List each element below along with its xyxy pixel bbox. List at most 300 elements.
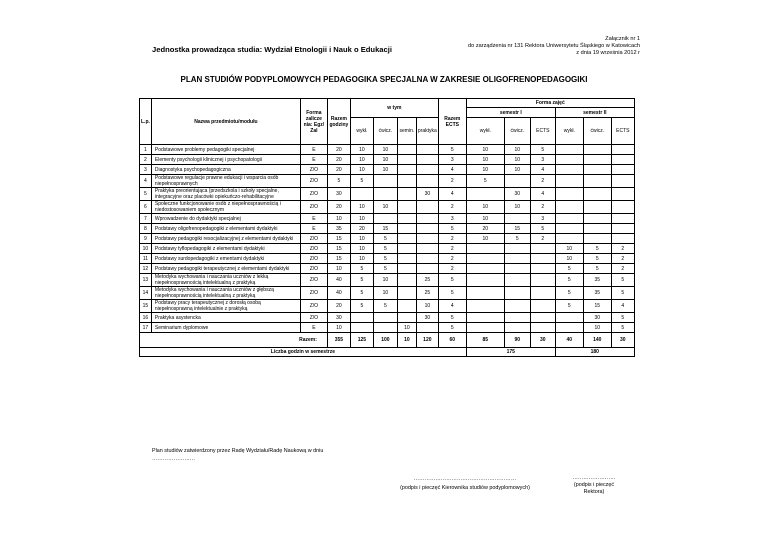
header-sem1-cwicz: ćwicz. bbox=[504, 118, 530, 145]
table-cell bbox=[397, 201, 416, 214]
table-cell: 10 bbox=[555, 244, 583, 254]
table-cell bbox=[504, 287, 530, 300]
table-cell: 5 bbox=[438, 323, 466, 333]
table-cell bbox=[555, 145, 583, 155]
table-cell bbox=[397, 214, 416, 224]
attachment-note bbox=[468, 36, 640, 58]
subject-name-cell: Diagnostyka psychopedagogiczna bbox=[151, 165, 300, 175]
table-cell: Z/O bbox=[300, 234, 327, 244]
semester-1-hours: 175 bbox=[466, 348, 555, 357]
table-cell: 10 bbox=[350, 234, 373, 244]
table-cell: 30 bbox=[416, 313, 438, 323]
table-cell: 30 bbox=[416, 188, 438, 201]
table-row bbox=[140, 244, 635, 254]
table-cell: 10 bbox=[373, 155, 397, 165]
table-cell bbox=[416, 264, 438, 274]
table-cell bbox=[397, 175, 416, 188]
totals-cell: 140 bbox=[583, 333, 611, 348]
table-cell: 5 bbox=[555, 274, 583, 287]
header-w-tym: w tym bbox=[350, 99, 438, 118]
subject-name-cell: Praktyka asystencka bbox=[151, 313, 300, 323]
table-row bbox=[140, 201, 635, 214]
table-cell: 40 bbox=[327, 274, 350, 287]
table-cell bbox=[504, 254, 530, 264]
table-cell bbox=[416, 155, 438, 165]
table-cell bbox=[583, 188, 611, 201]
table-cell bbox=[416, 224, 438, 234]
table-cell bbox=[555, 323, 583, 333]
table-cell: 10 bbox=[373, 287, 397, 300]
unit-line: Jednostka prowadząca studia: Wydział Etnologii i Nauk o Edukacji bbox=[152, 45, 392, 54]
subject-name-cell: Podstawy tyflopedagogiki z elementami dydaktyki bbox=[151, 244, 300, 254]
table-cell: 10 bbox=[466, 155, 504, 165]
table-cell bbox=[397, 155, 416, 165]
header-praktyka: praktyka bbox=[416, 118, 438, 145]
table-cell bbox=[504, 313, 530, 323]
header-razem-ects: Razem ECTS bbox=[438, 99, 466, 145]
table-cell: 5 bbox=[373, 244, 397, 254]
table-cell: 4 bbox=[438, 188, 466, 201]
approval-date-dots: …………………… bbox=[152, 456, 196, 462]
table-cell bbox=[466, 300, 504, 313]
table-cell: 15 bbox=[327, 254, 350, 264]
totals-cell: 90 bbox=[504, 333, 530, 348]
table-cell: E bbox=[300, 145, 327, 155]
table-cell: 15 bbox=[327, 244, 350, 254]
table-row bbox=[140, 188, 635, 201]
table-cell bbox=[373, 313, 397, 323]
table-cell: 3 bbox=[438, 214, 466, 224]
header-name: Nazwa przedmiotu/modułu bbox=[151, 99, 300, 145]
header-semin: semin. bbox=[397, 118, 416, 145]
table-cell bbox=[397, 287, 416, 300]
table-cell: 2 bbox=[438, 234, 466, 244]
subject-name-cell: Podstawy oligofrenopedagogiki z elementami dydaktyki bbox=[151, 224, 300, 234]
table-cell: 10 bbox=[466, 201, 504, 214]
table-cell bbox=[397, 165, 416, 175]
totals-cell: 355 bbox=[327, 333, 350, 348]
semester-hours-label: Liczba godzin w semestrze bbox=[140, 348, 467, 357]
approval-text: Plan studiów zatwierdzony przez Radę Wydziału/Radę Naukową w dniu bbox=[152, 448, 324, 454]
table-cell: 17 bbox=[140, 323, 152, 333]
table-cell: Z/O bbox=[300, 165, 327, 175]
header-sem1-ects: ECTS bbox=[530, 118, 555, 145]
table-cell bbox=[611, 175, 634, 188]
table-cell bbox=[555, 234, 583, 244]
totals-cell: 40 bbox=[555, 333, 583, 348]
table-cell bbox=[397, 313, 416, 323]
totals-cell: 120 bbox=[416, 333, 438, 348]
table-row bbox=[140, 155, 635, 165]
table-cell bbox=[466, 287, 504, 300]
table-cell bbox=[555, 214, 583, 224]
table-cell: 5 bbox=[350, 175, 373, 188]
signature-rector-label: (podpis i pieczęć Rektora) bbox=[573, 482, 615, 495]
table-cell bbox=[555, 313, 583, 323]
table-cell bbox=[555, 175, 583, 188]
table-cell: 15 bbox=[373, 224, 397, 234]
table-cell: 10 bbox=[350, 244, 373, 254]
table-cell bbox=[466, 244, 504, 254]
table-cell: 2 bbox=[611, 254, 634, 264]
table-cell bbox=[350, 188, 373, 201]
table-row bbox=[140, 264, 635, 274]
approval-note bbox=[152, 447, 323, 463]
table-cell: 10 bbox=[466, 165, 504, 175]
table-cell: Z/O bbox=[300, 175, 327, 188]
table-cell: 1 bbox=[140, 145, 152, 155]
header-forma: Forma zalicze nia: Egz/ Zal bbox=[300, 99, 327, 145]
header-sem1-wykl: wykł. bbox=[466, 118, 504, 145]
table-cell: 2 bbox=[438, 201, 466, 214]
signature-manager bbox=[380, 475, 550, 493]
table-cell: 10 bbox=[350, 155, 373, 165]
table-cell: 35 bbox=[583, 287, 611, 300]
table-cell: 4 bbox=[530, 188, 555, 201]
table-cell: 30 bbox=[327, 188, 350, 201]
table-cell bbox=[504, 323, 530, 333]
table-cell bbox=[397, 264, 416, 274]
subject-name-cell: Wprowadzenie do dydaktyki specjalnej bbox=[151, 214, 300, 224]
table-cell: 2 bbox=[438, 244, 466, 254]
table-cell bbox=[373, 175, 397, 188]
table-cell bbox=[611, 145, 634, 155]
header-sem1: semestr I bbox=[466, 108, 555, 118]
table-cell bbox=[611, 155, 634, 165]
table-cell bbox=[583, 155, 611, 165]
table-cell: 5 bbox=[373, 300, 397, 313]
table-cell bbox=[611, 234, 634, 244]
table-cell: 5 bbox=[583, 254, 611, 264]
table-cell: 15 bbox=[140, 300, 152, 313]
signature-rector-dots: …………………… bbox=[572, 475, 616, 481]
table-row bbox=[140, 234, 635, 244]
table-cell bbox=[397, 254, 416, 264]
header-wykl: wykł. bbox=[350, 118, 373, 145]
table-cell: 4 bbox=[530, 165, 555, 175]
table-cell: 10 bbox=[350, 254, 373, 264]
table-cell bbox=[466, 188, 504, 201]
table-cell bbox=[416, 165, 438, 175]
table-cell: 3 bbox=[530, 155, 555, 165]
table-cell bbox=[416, 201, 438, 214]
table-row bbox=[140, 145, 635, 155]
table-cell: 10 bbox=[416, 300, 438, 313]
table-cell: 7 bbox=[140, 214, 152, 224]
table-cell: 5 bbox=[350, 264, 373, 274]
header-cwicz: ćwicz. bbox=[373, 118, 397, 145]
table-cell: 20 bbox=[327, 201, 350, 214]
table-cell bbox=[530, 274, 555, 287]
table-cell bbox=[504, 274, 530, 287]
table-cell: 13 bbox=[140, 274, 152, 287]
table-cell bbox=[416, 323, 438, 333]
table-cell: 10 bbox=[466, 145, 504, 155]
table-row bbox=[140, 214, 635, 224]
subject-name-cell: Podstawy pedagogiki terapeutycznej z elementami dydaktyki bbox=[151, 264, 300, 274]
header-forma-zajec: Forma zajęć bbox=[466, 99, 634, 108]
subject-name-cell: Podstawy pracy terapeutycznej z dorosłą osobą niepełnosprawną intelektualnie z praktyką bbox=[151, 300, 300, 313]
table-cell: Z/O bbox=[300, 201, 327, 214]
table-cell: 35 bbox=[583, 274, 611, 287]
table-cell bbox=[583, 234, 611, 244]
subject-name-cell: Podstawowe regulacje prawne edukacji i wsparcia osób niepełnosprawnych bbox=[151, 175, 300, 188]
table-cell bbox=[466, 264, 504, 274]
table-cell: E bbox=[300, 214, 327, 224]
table-cell: E bbox=[300, 224, 327, 234]
table-cell: 30 bbox=[327, 313, 350, 323]
table-cell: 9 bbox=[140, 234, 152, 244]
table-cell bbox=[530, 254, 555, 264]
table-cell: 4 bbox=[438, 165, 466, 175]
subject-name-cell: Podstawy surdopedagogiki z ementami dydaktyki bbox=[151, 254, 300, 264]
table-cell: 20 bbox=[466, 224, 504, 234]
header-razem-godziny: Razem godziny bbox=[327, 99, 350, 145]
table-cell: 10 bbox=[140, 244, 152, 254]
subject-name-cell: Praktyka preorientująca (przedszkola i szkoły specjalne, integracyjne oraz placówki opiekuńczo-rehabilitacyjne bbox=[151, 188, 300, 201]
table-cell bbox=[555, 188, 583, 201]
table-cell: 5 bbox=[530, 145, 555, 155]
table-cell: 2 bbox=[530, 201, 555, 214]
table-cell bbox=[583, 214, 611, 224]
table-cell: 3 bbox=[438, 155, 466, 165]
header-sem2-ects: ECTS bbox=[611, 118, 634, 145]
table-cell: 5 bbox=[140, 188, 152, 201]
table-cell: 5 bbox=[373, 264, 397, 274]
table-cell: 5 bbox=[583, 244, 611, 254]
table-cell: 2 bbox=[530, 175, 555, 188]
header-lp: L.p. bbox=[140, 99, 152, 145]
table-cell bbox=[466, 274, 504, 287]
table-cell: 10 bbox=[583, 323, 611, 333]
table-cell bbox=[611, 188, 634, 201]
table-cell: 5 bbox=[583, 264, 611, 274]
table-cell bbox=[555, 201, 583, 214]
table-cell: 8 bbox=[140, 224, 152, 234]
table-cell bbox=[397, 188, 416, 201]
table-cell: 40 bbox=[327, 287, 350, 300]
table-cell: 2 bbox=[611, 244, 634, 254]
table-row bbox=[140, 254, 635, 264]
table-cell: 10 bbox=[350, 145, 373, 155]
table-cell bbox=[466, 254, 504, 264]
signature-manager-dots: ………………………………………………… bbox=[413, 476, 517, 482]
table-cell: 20 bbox=[327, 145, 350, 155]
table-cell: Z/O bbox=[300, 244, 327, 254]
table-cell: 15 bbox=[327, 234, 350, 244]
table-cell: 3 bbox=[530, 214, 555, 224]
table-cell: 2 bbox=[140, 155, 152, 165]
table-cell bbox=[555, 224, 583, 234]
signature-rector bbox=[563, 475, 625, 496]
table-cell: 12 bbox=[140, 264, 152, 274]
table-cell bbox=[583, 175, 611, 188]
table-cell: 3 bbox=[140, 165, 152, 175]
table-row bbox=[140, 313, 635, 323]
table-cell bbox=[583, 145, 611, 155]
table-cell bbox=[583, 165, 611, 175]
table-cell bbox=[530, 287, 555, 300]
table-cell bbox=[583, 224, 611, 234]
totals-label: Razem: bbox=[140, 333, 328, 348]
table-cell: 10 bbox=[397, 323, 416, 333]
table-cell: 20 bbox=[350, 224, 373, 234]
table-cell: 10 bbox=[373, 165, 397, 175]
totals-cell: 85 bbox=[466, 333, 504, 348]
table-cell: 5 bbox=[611, 323, 634, 333]
page-title: PLAN STUDIÓW PODYPLOMOWYCH PEDAGOGIKA SPECJALNA W ZAKRESIE OLIGOFRENOPEDAGOGIKI bbox=[180, 75, 588, 84]
table-cell bbox=[397, 145, 416, 155]
table-cell: 5 bbox=[438, 224, 466, 234]
totals-cell: 30 bbox=[530, 333, 555, 348]
table-row bbox=[140, 300, 635, 313]
table-cell: 5 bbox=[555, 287, 583, 300]
table-cell bbox=[530, 323, 555, 333]
subject-name-cell: Podstawy pedagogiki resocjalizacyjnej z elementami dydaktyki bbox=[151, 234, 300, 244]
table-cell bbox=[466, 313, 504, 323]
table-cell: 5 bbox=[611, 274, 634, 287]
table-cell bbox=[416, 244, 438, 254]
table-cell bbox=[373, 188, 397, 201]
totals-cell: 100 bbox=[373, 333, 397, 348]
table-cell: 20 bbox=[327, 155, 350, 165]
table-cell: 2 bbox=[438, 175, 466, 188]
table-cell: 6 bbox=[140, 201, 152, 214]
table-cell: 14 bbox=[140, 287, 152, 300]
table-cell bbox=[611, 165, 634, 175]
totals-cell: 125 bbox=[350, 333, 373, 348]
table-row bbox=[140, 224, 635, 234]
table-cell: 16 bbox=[140, 313, 152, 323]
table-cell: 20 bbox=[327, 165, 350, 175]
table-cell bbox=[555, 165, 583, 175]
table-cell: Z/O bbox=[300, 264, 327, 274]
subject-name-cell: Metodyka wychowania i nauczania uczniów z głębszą niepełnosprawnością intelektualną z praktyką bbox=[151, 287, 300, 300]
table-cell: 10 bbox=[504, 201, 530, 214]
totals-cell: 10 bbox=[397, 333, 416, 348]
table-cell: 5 bbox=[438, 145, 466, 155]
subject-name-cell: Elementy psychologii klinicznej i psychopatologii bbox=[151, 155, 300, 165]
table-cell: 5 bbox=[611, 313, 634, 323]
table-cell: E bbox=[300, 323, 327, 333]
table-cell: Z/O bbox=[300, 254, 327, 264]
table-cell bbox=[611, 214, 634, 224]
table-cell: 10 bbox=[504, 165, 530, 175]
table-cell: 10 bbox=[350, 201, 373, 214]
table-cell bbox=[504, 214, 530, 224]
table-cell bbox=[530, 300, 555, 313]
table-row bbox=[140, 287, 635, 300]
table-cell: 10 bbox=[327, 214, 350, 224]
table-cell: 5 bbox=[350, 287, 373, 300]
header-sem2-wykl: wykł. bbox=[555, 118, 583, 145]
table-cell: Z/O bbox=[300, 300, 327, 313]
table-cell bbox=[416, 145, 438, 155]
table-cell: E bbox=[300, 155, 327, 165]
table-cell: 10 bbox=[327, 264, 350, 274]
table-cell: 2 bbox=[438, 254, 466, 264]
table-cell: 5 bbox=[530, 224, 555, 234]
table-row bbox=[140, 274, 635, 287]
table-cell bbox=[530, 313, 555, 323]
table-cell bbox=[373, 323, 397, 333]
table-cell: Z/O bbox=[300, 188, 327, 201]
table-cell: 10 bbox=[327, 323, 350, 333]
table-cell: 5 bbox=[438, 287, 466, 300]
totals-cell: 60 bbox=[438, 333, 466, 348]
table-cell: 30 bbox=[504, 188, 530, 201]
table-cell: 10 bbox=[466, 214, 504, 224]
table-cell bbox=[350, 313, 373, 323]
table-cell: 35 bbox=[327, 224, 350, 234]
table-cell bbox=[466, 323, 504, 333]
table-cell: 25 bbox=[416, 274, 438, 287]
semester-2-hours: 180 bbox=[555, 348, 634, 357]
table-cell bbox=[583, 201, 611, 214]
subject-name-cell: Społeczne funkcjonowanie osób z niepełnosprawnością i niedostosowaniem społecznym bbox=[151, 201, 300, 214]
table-cell: 15 bbox=[504, 224, 530, 234]
table-cell bbox=[504, 300, 530, 313]
table-cell: 10 bbox=[350, 165, 373, 175]
table-cell: Z/O bbox=[300, 274, 327, 287]
attachment-line-1: Załącznik nr 1 bbox=[605, 36, 640, 42]
table-cell: 4 bbox=[140, 175, 152, 188]
table-cell: 5 bbox=[373, 254, 397, 264]
table-cell: 5 bbox=[438, 274, 466, 287]
table-cell bbox=[397, 234, 416, 244]
header-sem2-cwicz: ćwicz. bbox=[583, 118, 611, 145]
table-cell bbox=[555, 155, 583, 165]
table-cell: 25 bbox=[416, 287, 438, 300]
table-cell: 2 bbox=[438, 264, 466, 274]
table-cell: 10 bbox=[373, 145, 397, 155]
totals-cell: 30 bbox=[611, 333, 634, 348]
table-cell bbox=[416, 254, 438, 264]
table-cell: 5 bbox=[504, 234, 530, 244]
table-cell: 5 bbox=[466, 175, 504, 188]
table-cell: 5 bbox=[555, 300, 583, 313]
table-cell bbox=[504, 244, 530, 254]
table-cell: 20 bbox=[327, 300, 350, 313]
table-cell: 4 bbox=[611, 300, 634, 313]
table-cell: 10 bbox=[373, 201, 397, 214]
table-cell: 5 bbox=[438, 313, 466, 323]
table-cell bbox=[397, 300, 416, 313]
table-cell bbox=[416, 214, 438, 224]
table-cell: 15 bbox=[583, 300, 611, 313]
totals-row bbox=[140, 333, 635, 348]
attachment-line-2: do zarządzenia nr 131 Rektora Uniwersytetu Śląskiego w Katowicach bbox=[468, 43, 640, 50]
table-cell bbox=[397, 244, 416, 254]
table-cell: 10 bbox=[466, 234, 504, 244]
table-row bbox=[140, 175, 635, 188]
table-cell: 10 bbox=[350, 214, 373, 224]
header-sem2: semestr II bbox=[555, 108, 634, 118]
table-cell bbox=[397, 224, 416, 234]
table-cell: 5 bbox=[350, 274, 373, 287]
table-cell bbox=[397, 274, 416, 287]
table-row bbox=[140, 165, 635, 175]
table-row bbox=[140, 323, 635, 333]
table-cell bbox=[504, 264, 530, 274]
table-cell: Z/O bbox=[300, 287, 327, 300]
table-cell: 10 bbox=[504, 145, 530, 155]
table-cell bbox=[611, 224, 634, 234]
table-cell: 2 bbox=[611, 264, 634, 274]
subject-name-cell: Podstawowe problemy pedagogiki specjalnej bbox=[151, 145, 300, 155]
table-cell: 5 bbox=[373, 234, 397, 244]
table-cell bbox=[530, 244, 555, 254]
